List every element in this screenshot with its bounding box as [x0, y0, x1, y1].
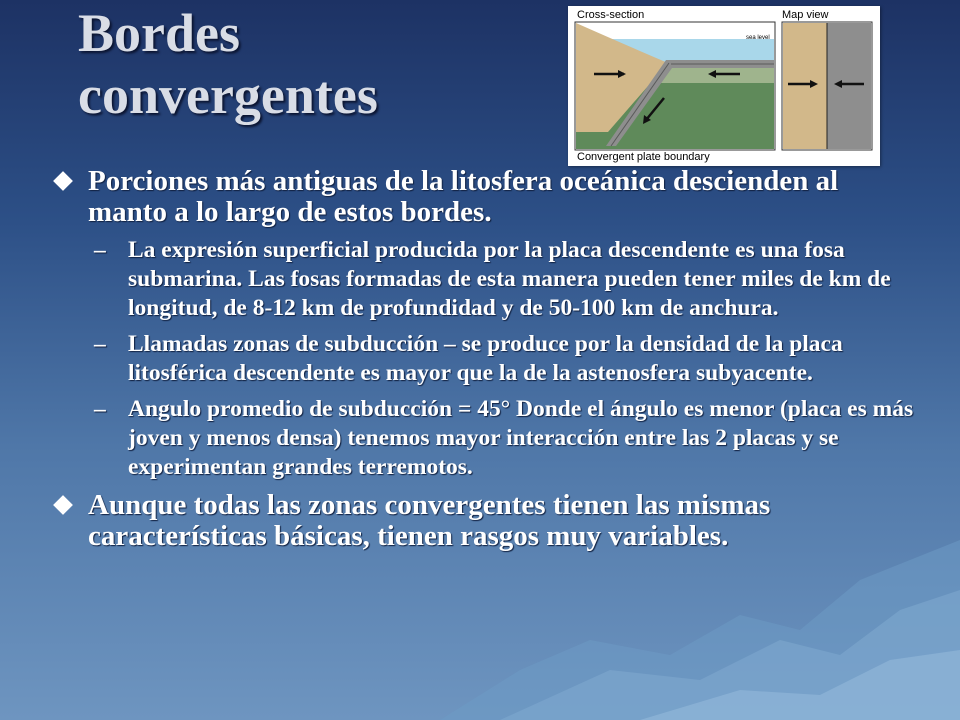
bullet-2 [50, 490, 920, 552]
dash-bullet-icon: – [94, 237, 106, 263]
sub-bullet-1 [50, 236, 920, 323]
title-line-2: convergentes [78, 65, 378, 125]
sub-bullet-3 [50, 395, 920, 482]
sea-level-label: sea level [746, 35, 770, 41]
map-view-label: Map view [782, 9, 829, 21]
map-oceanic-plate [827, 23, 871, 149]
sub-bullet-2-text: Llamadas zonas de subducción – se produce por la densidad de la placa litosférica descendente es mayor que la de la astenosfera subyacente. [128, 331, 843, 386]
title-line-1: Bordes [78, 3, 240, 63]
diamond-bullet-icon [53, 171, 73, 191]
convergent-boundary-diagram [568, 6, 880, 166]
sub-bullet-3-text: Angulo promedio de subducción = 45° Donde el ángulo es menor (placa es más joven y menos densa) tenemos mayor interacción entre las 2 placas y se experimentan grandes terremotos. [128, 396, 914, 480]
dash-bullet-icon: – [94, 396, 106, 422]
slide-title [78, 2, 378, 126]
sub-bullet-2 [50, 330, 920, 388]
map-continental-plate [783, 23, 827, 149]
diagram-caption: Convergent plate boundary [577, 151, 710, 163]
dash-bullet-icon: – [94, 331, 106, 357]
sub-bullet-1-text: La expresión superficial producida por la placa descendente es una fosa submarina. Las fosas formadas de esta manera pueden tener miles de km de longitud, de 8-12 km de profundidad y de 50-100 km de anchura. [128, 237, 891, 321]
map-view-panel [782, 9, 872, 150]
bullet-1-text: Porciones más antiguas de la litosfera oceánica descienden al manto a lo largo de estos bordes. [88, 165, 839, 228]
bullet-2-text: Aunque todas las zonas convergentes tienen las mismas características básicas, tienen rasgos muy variables. [88, 489, 771, 552]
cross-section-label: Cross-section [577, 9, 645, 21]
slide-body [50, 166, 920, 552]
diamond-bullet-icon [53, 495, 73, 515]
bullet-1 [50, 166, 920, 228]
